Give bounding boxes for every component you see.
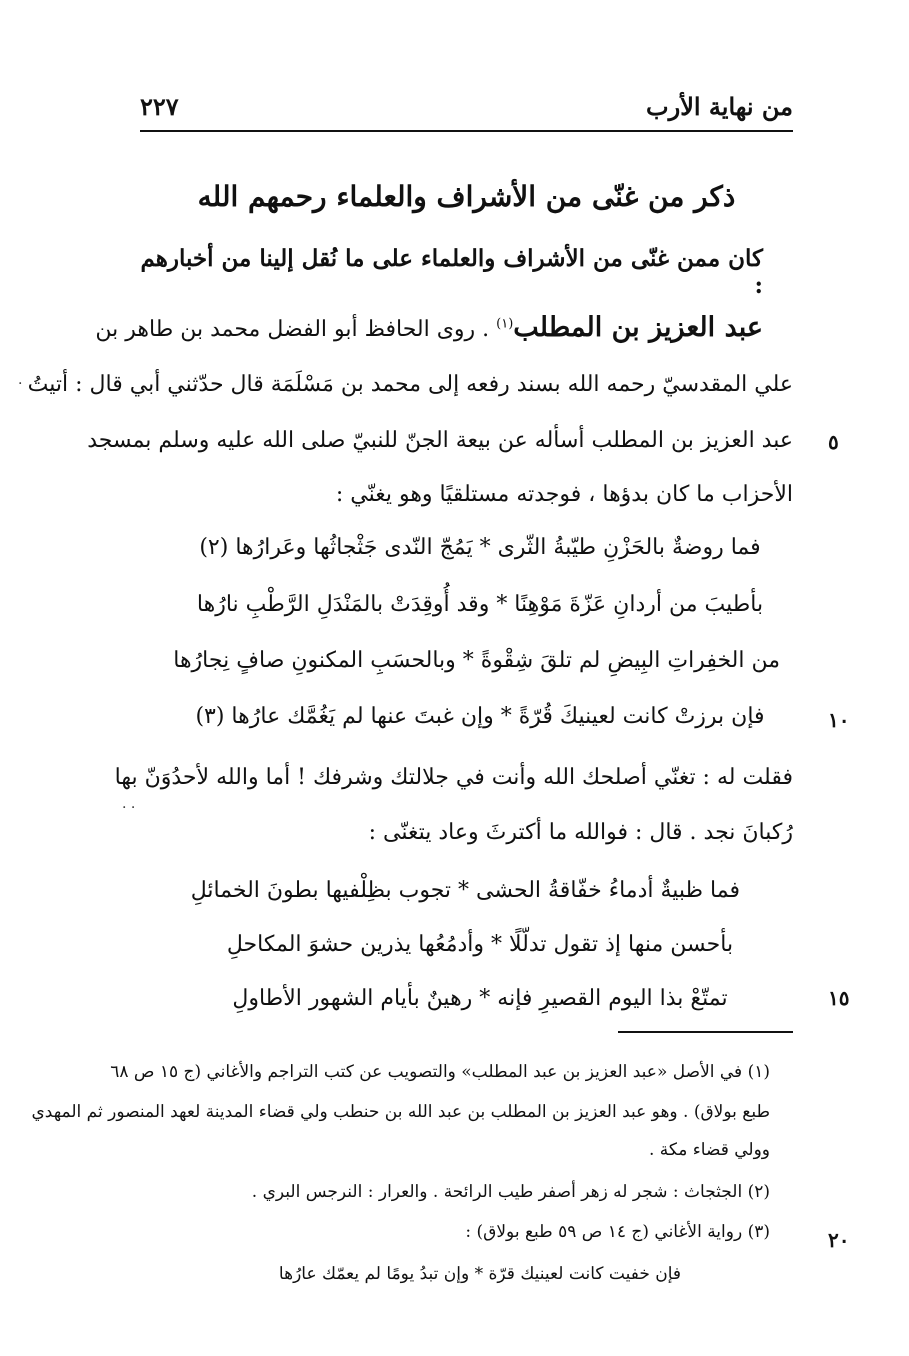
- prose-text: الأحزاب ما كان بدؤها ، فوجدته مستلقيًا وهو يغنّي :: [335, 482, 793, 507]
- prose-line: [87, 428, 793, 453]
- margin-line-number: ٢٠: [828, 1228, 850, 1252]
- footnote-rule: [618, 1031, 793, 1033]
- page-header: [140, 92, 793, 128]
- prose-line: [140, 482, 793, 507]
- running-title: من نهاية الأرب: [646, 92, 793, 121]
- prose-text: . روى الحافظ أبو الفضل محمد بن طاهر بن: [95, 317, 497, 342]
- verse-line: فما روضةٌ بالحَزْنِ طيّبةُ الثّرى * يَمُجّ النّدى جَثْجاثُها وعَرارُها (٢): [199, 535, 761, 560]
- prose-text: علي المقدسيّ رحمه الله بسند رفعه إلى محمد بن مَسْلَمَة قال حدّثني أبي قال : أتيتُ: [27, 372, 793, 397]
- header-rule: [140, 130, 793, 132]
- section-intro: كان ممن غنّى من الأشراف والعلماء على ما نُقل إلينا من أخبارهم :: [140, 245, 763, 299]
- verse-line: من الخفِراتِ البِيضِ لم تلقَ شِقْوةً * وبالحسَبِ المكنونِ صافٍ نِجارُها: [173, 648, 780, 673]
- margin-line-number: ١٥: [828, 986, 850, 1010]
- margin-line-number: ٥: [828, 430, 839, 454]
- verse-line: فإن برزتْ كانت لعينيكَ قُرّةً * وإن غبتَ عنها لم يَغُمَّك عارُها (٣): [195, 704, 765, 729]
- margin-line-number: ١٠: [828, 708, 850, 732]
- prose-line: [95, 312, 793, 343]
- verse-line: تمتّعْ بذا اليوم القصيرِ فإنه * رهينٌ بأيام الشهور الأطاولِ: [232, 986, 728, 1011]
- print-speck: . .: [122, 796, 136, 812]
- footnote-line: (١) في الأصل «عبد العزيز بن عبد المطلب» والتصويب عن كتب التراجم والأغاني (ج ١٥ ص ٦٨: [110, 1062, 770, 1082]
- print-speck: .: [18, 372, 23, 388]
- section-title: ذكر من غنّى من الأشراف والعلماء رحمهم الله: [197, 180, 736, 213]
- prose-line: فقلت له : تغنّي أصلحك الله وأنت في جلالتك وشرفك ! أما والله لأحدُوَنّ بها: [114, 765, 793, 790]
- footnote-verse: فإن خفيت كانت لعينيك قرّة * وإن تبدُ يومًا لم يعمّك عارُها: [278, 1264, 682, 1284]
- verse-line: بأطيبَ من أردانِ عَزّةَ مَوْهِنًا * وقد أُوقِدَتْ بالمَنْدَلِ الرَّطْبِ نارُها: [196, 592, 764, 617]
- prose-line: رُكبانَ نجد . قال : فوالله ما أكترثَ وعاد يتغنّى :: [368, 820, 793, 845]
- page-number: ٢٢٧: [140, 92, 179, 121]
- footnote-line: وولي قضاء مكة .: [648, 1140, 770, 1160]
- footnote-line: (٣) رواية الأغاني (ج ١٤ ص ٥٩ طبع بولاق) :: [465, 1222, 770, 1242]
- prose-lead: عبد العزيز بن المطلب: [513, 312, 763, 343]
- verse-line: فما ظبيةٌ أدماءُ خفّاقةُ الحشى * تجوب بظِلْفيها بطونَ الخمائلِ: [190, 878, 740, 903]
- footnote-ref: (١): [496, 316, 514, 332]
- verse-line: بأحسن منها إذ تقول تدلّلًا * وأدمُعُها يذرين حشوَ المكاحلِ: [226, 932, 734, 957]
- footnote-line: (٢) الجثجاث : شجر له زهر أصفر طيب الرائحة . والعرار : النرجس البري .: [251, 1182, 770, 1202]
- prose-line: [27, 372, 793, 397]
- prose-text: عبد العزيز بن المطلب أسأله عن بيعة الجنّ للنبيّ صلى الله عليه وسلم بمسجد: [87, 428, 793, 453]
- footnote-line: طبع بولاق) . وهو عبد العزيز بن المطلب بن عبد الله بن حنطب ولي قضاء المدينة لعهد المنصور ثم المهدي: [31, 1102, 770, 1122]
